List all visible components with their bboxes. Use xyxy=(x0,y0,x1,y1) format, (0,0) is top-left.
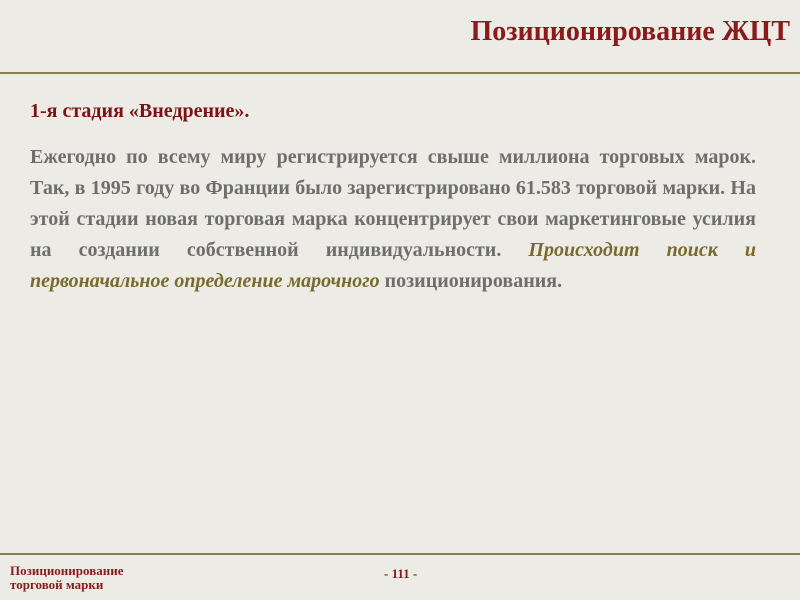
body-emphasis-text: Происходит поиск и первоначальное определение марочного xyxy=(30,239,757,292)
footer-caption-line2: торговой марки xyxy=(10,577,104,592)
stage-heading: 1-я стадия «Внедрение». xyxy=(30,100,250,122)
title-divider xyxy=(0,72,800,74)
body-paragraph xyxy=(30,142,756,297)
body-end-text: позиционирования. xyxy=(384,270,563,292)
footer-caption xyxy=(10,564,123,592)
body-main-text: Ежегодно по всему миру регистрируется свыше миллиона торговых марок. Так, в 1995 году во Франции было зарегистрировано 61.583 торговой марки. На этой стадии новая торговая марка концентрирует свои маркетинговые усилия на создании собственной индивидуальности. xyxy=(30,146,756,261)
footer-divider xyxy=(0,553,800,555)
footer-caption-line1: Позиционирование xyxy=(10,563,124,578)
page-number: - 111 - xyxy=(384,566,418,581)
slide-title: Позиционирование ЖЦТ xyxy=(470,16,790,47)
